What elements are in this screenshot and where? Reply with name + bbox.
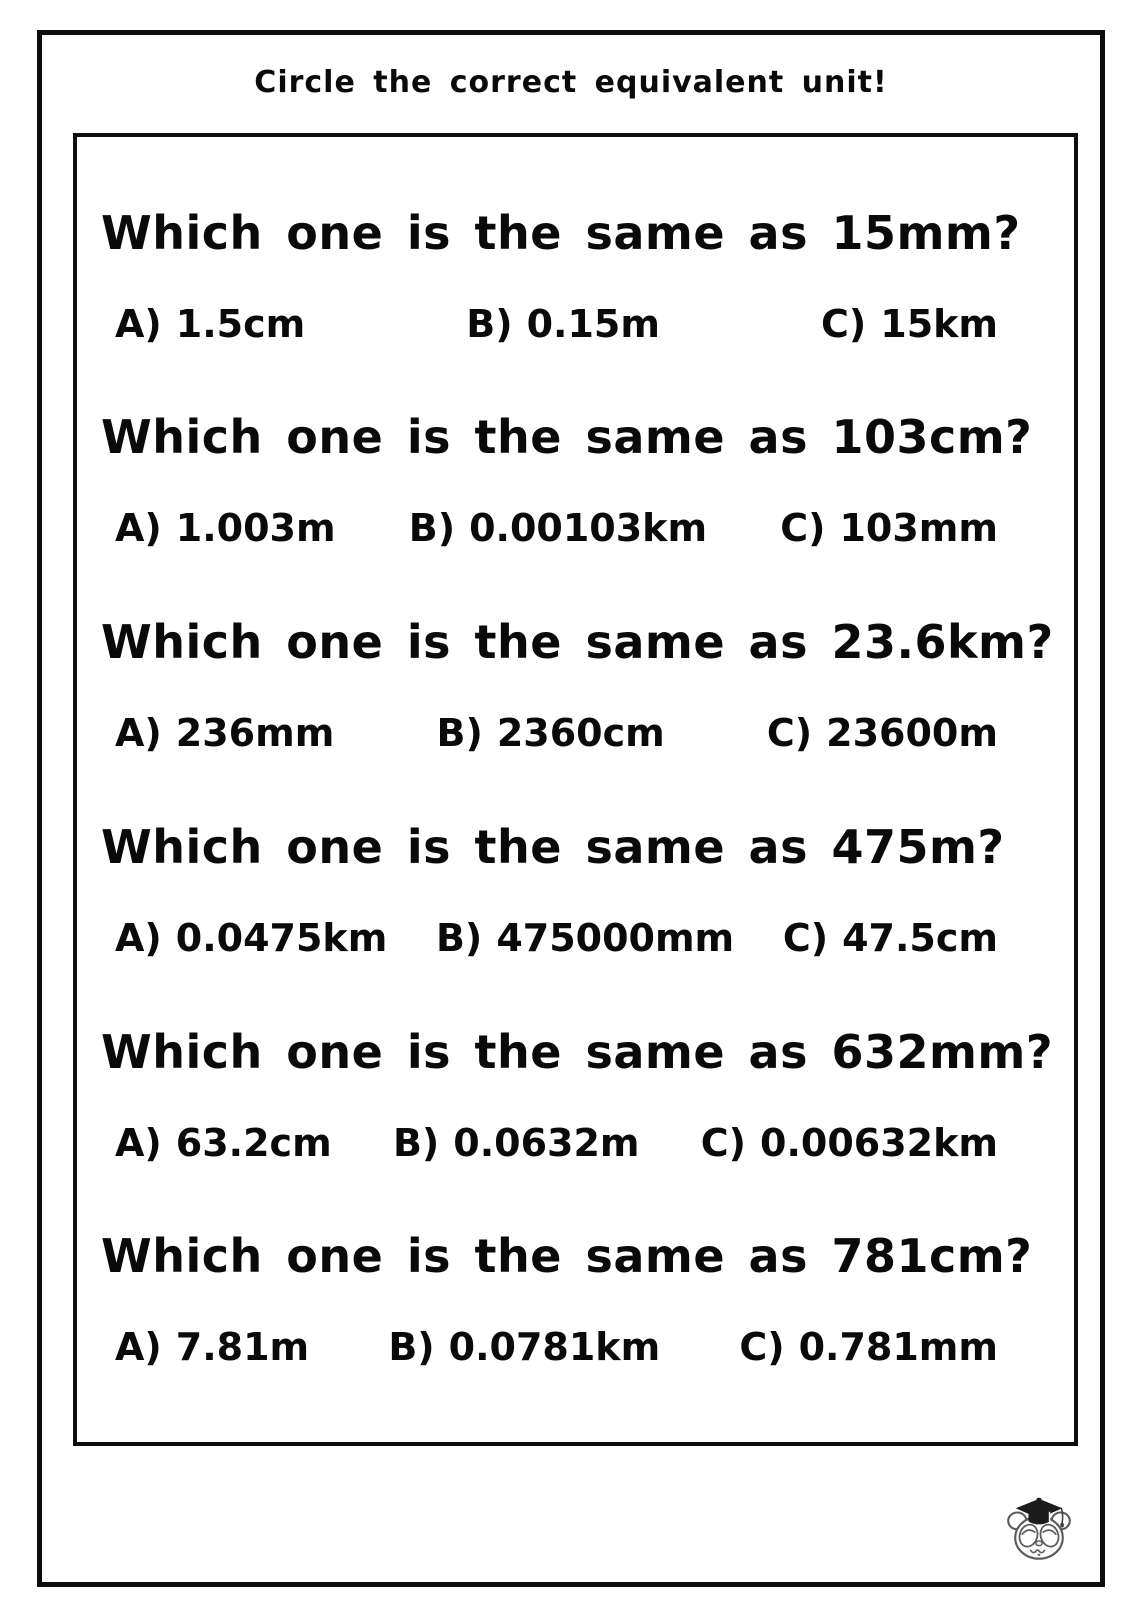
options-row xyxy=(99,916,1054,960)
option-label: A) xyxy=(115,711,162,756)
question-block xyxy=(99,1025,1054,1165)
question-prompt: Which one is the same as 475m? xyxy=(101,819,1005,874)
option-label: B) xyxy=(436,711,483,756)
option-label: C) xyxy=(739,1325,785,1370)
option-c[interactable] xyxy=(780,506,998,550)
worksheet-instruction: Circle the correct equivalent unit! xyxy=(254,65,888,100)
option-label: C) xyxy=(780,506,826,551)
option-value: 23600m xyxy=(826,711,998,756)
option-label: C) xyxy=(766,711,813,756)
option-label: A) xyxy=(115,1120,162,1165)
option-c[interactable] xyxy=(701,1121,998,1165)
option-value: 0.781mm xyxy=(798,1325,998,1370)
question-prompt: Which one is the same as 781cm? xyxy=(101,1229,1033,1284)
question-block xyxy=(99,410,1054,550)
option-value: 1.003m xyxy=(175,506,336,551)
option-b[interactable] xyxy=(409,506,707,550)
options-row xyxy=(99,506,1054,550)
question-prompt: Which one is the same as 23.6km? xyxy=(101,615,1054,670)
option-value: 0.00103km xyxy=(469,506,708,551)
option-label: C) xyxy=(782,915,829,960)
option-value: 2360cm xyxy=(496,711,665,756)
options-row xyxy=(99,711,1054,755)
option-label: B) xyxy=(388,1325,435,1370)
option-label: A) xyxy=(115,301,162,346)
option-a[interactable] xyxy=(115,506,336,550)
options-row xyxy=(99,302,1054,346)
question-block xyxy=(99,615,1054,755)
graduate-panda-icon xyxy=(1004,1492,1074,1568)
option-value: 103mm xyxy=(839,506,998,551)
option-label: B) xyxy=(408,506,456,551)
option-label: A) xyxy=(115,915,162,960)
question-block xyxy=(99,820,1054,960)
option-b[interactable] xyxy=(436,711,664,755)
option-value: 236mm xyxy=(175,711,335,756)
option-b[interactable] xyxy=(436,916,734,960)
option-value: 63.2cm xyxy=(175,1120,332,1165)
option-b[interactable] xyxy=(388,1325,660,1369)
option-value: 475000mm xyxy=(496,915,735,960)
worksheet-frame xyxy=(37,30,1105,1587)
option-label: B) xyxy=(392,1120,440,1165)
option-label: C) xyxy=(820,301,867,346)
option-a[interactable] xyxy=(115,1325,309,1369)
question-prompt: Which one is the same as 15mm? xyxy=(101,205,1021,260)
option-value: 0.15m xyxy=(526,301,660,346)
option-label: C) xyxy=(700,1120,747,1165)
option-label: A) xyxy=(115,1325,162,1370)
option-value: 7.81m xyxy=(175,1325,310,1370)
options-row xyxy=(99,1121,1054,1165)
option-c[interactable] xyxy=(767,711,998,755)
option-value: 15km xyxy=(880,301,998,346)
option-label: A) xyxy=(115,506,162,551)
option-value: 0.00632km xyxy=(760,1120,998,1165)
option-value: 0.0475km xyxy=(175,915,388,960)
option-value: 0.0632m xyxy=(453,1120,640,1165)
option-b[interactable] xyxy=(466,302,660,346)
option-a[interactable] xyxy=(115,711,334,755)
option-label: B) xyxy=(466,301,513,346)
option-b[interactable] xyxy=(393,1121,640,1165)
options-row xyxy=(99,1325,1054,1369)
question-block xyxy=(99,206,1054,346)
option-label: B) xyxy=(435,915,483,960)
questions-panel xyxy=(73,133,1078,1446)
option-value: 1.5cm xyxy=(175,301,306,346)
option-a[interactable] xyxy=(115,916,387,960)
option-c[interactable] xyxy=(821,302,998,346)
option-c[interactable] xyxy=(783,916,998,960)
option-c[interactable] xyxy=(739,1325,998,1369)
question-block xyxy=(99,1229,1054,1369)
option-a[interactable] xyxy=(115,302,305,346)
question-prompt: Which one is the same as 632mm? xyxy=(101,1024,1054,1079)
option-a[interactable] xyxy=(115,1121,332,1165)
question-prompt: Which one is the same as 103cm? xyxy=(101,410,1033,465)
option-value: 47.5cm xyxy=(842,915,998,960)
option-value: 0.0781km xyxy=(448,1325,661,1370)
